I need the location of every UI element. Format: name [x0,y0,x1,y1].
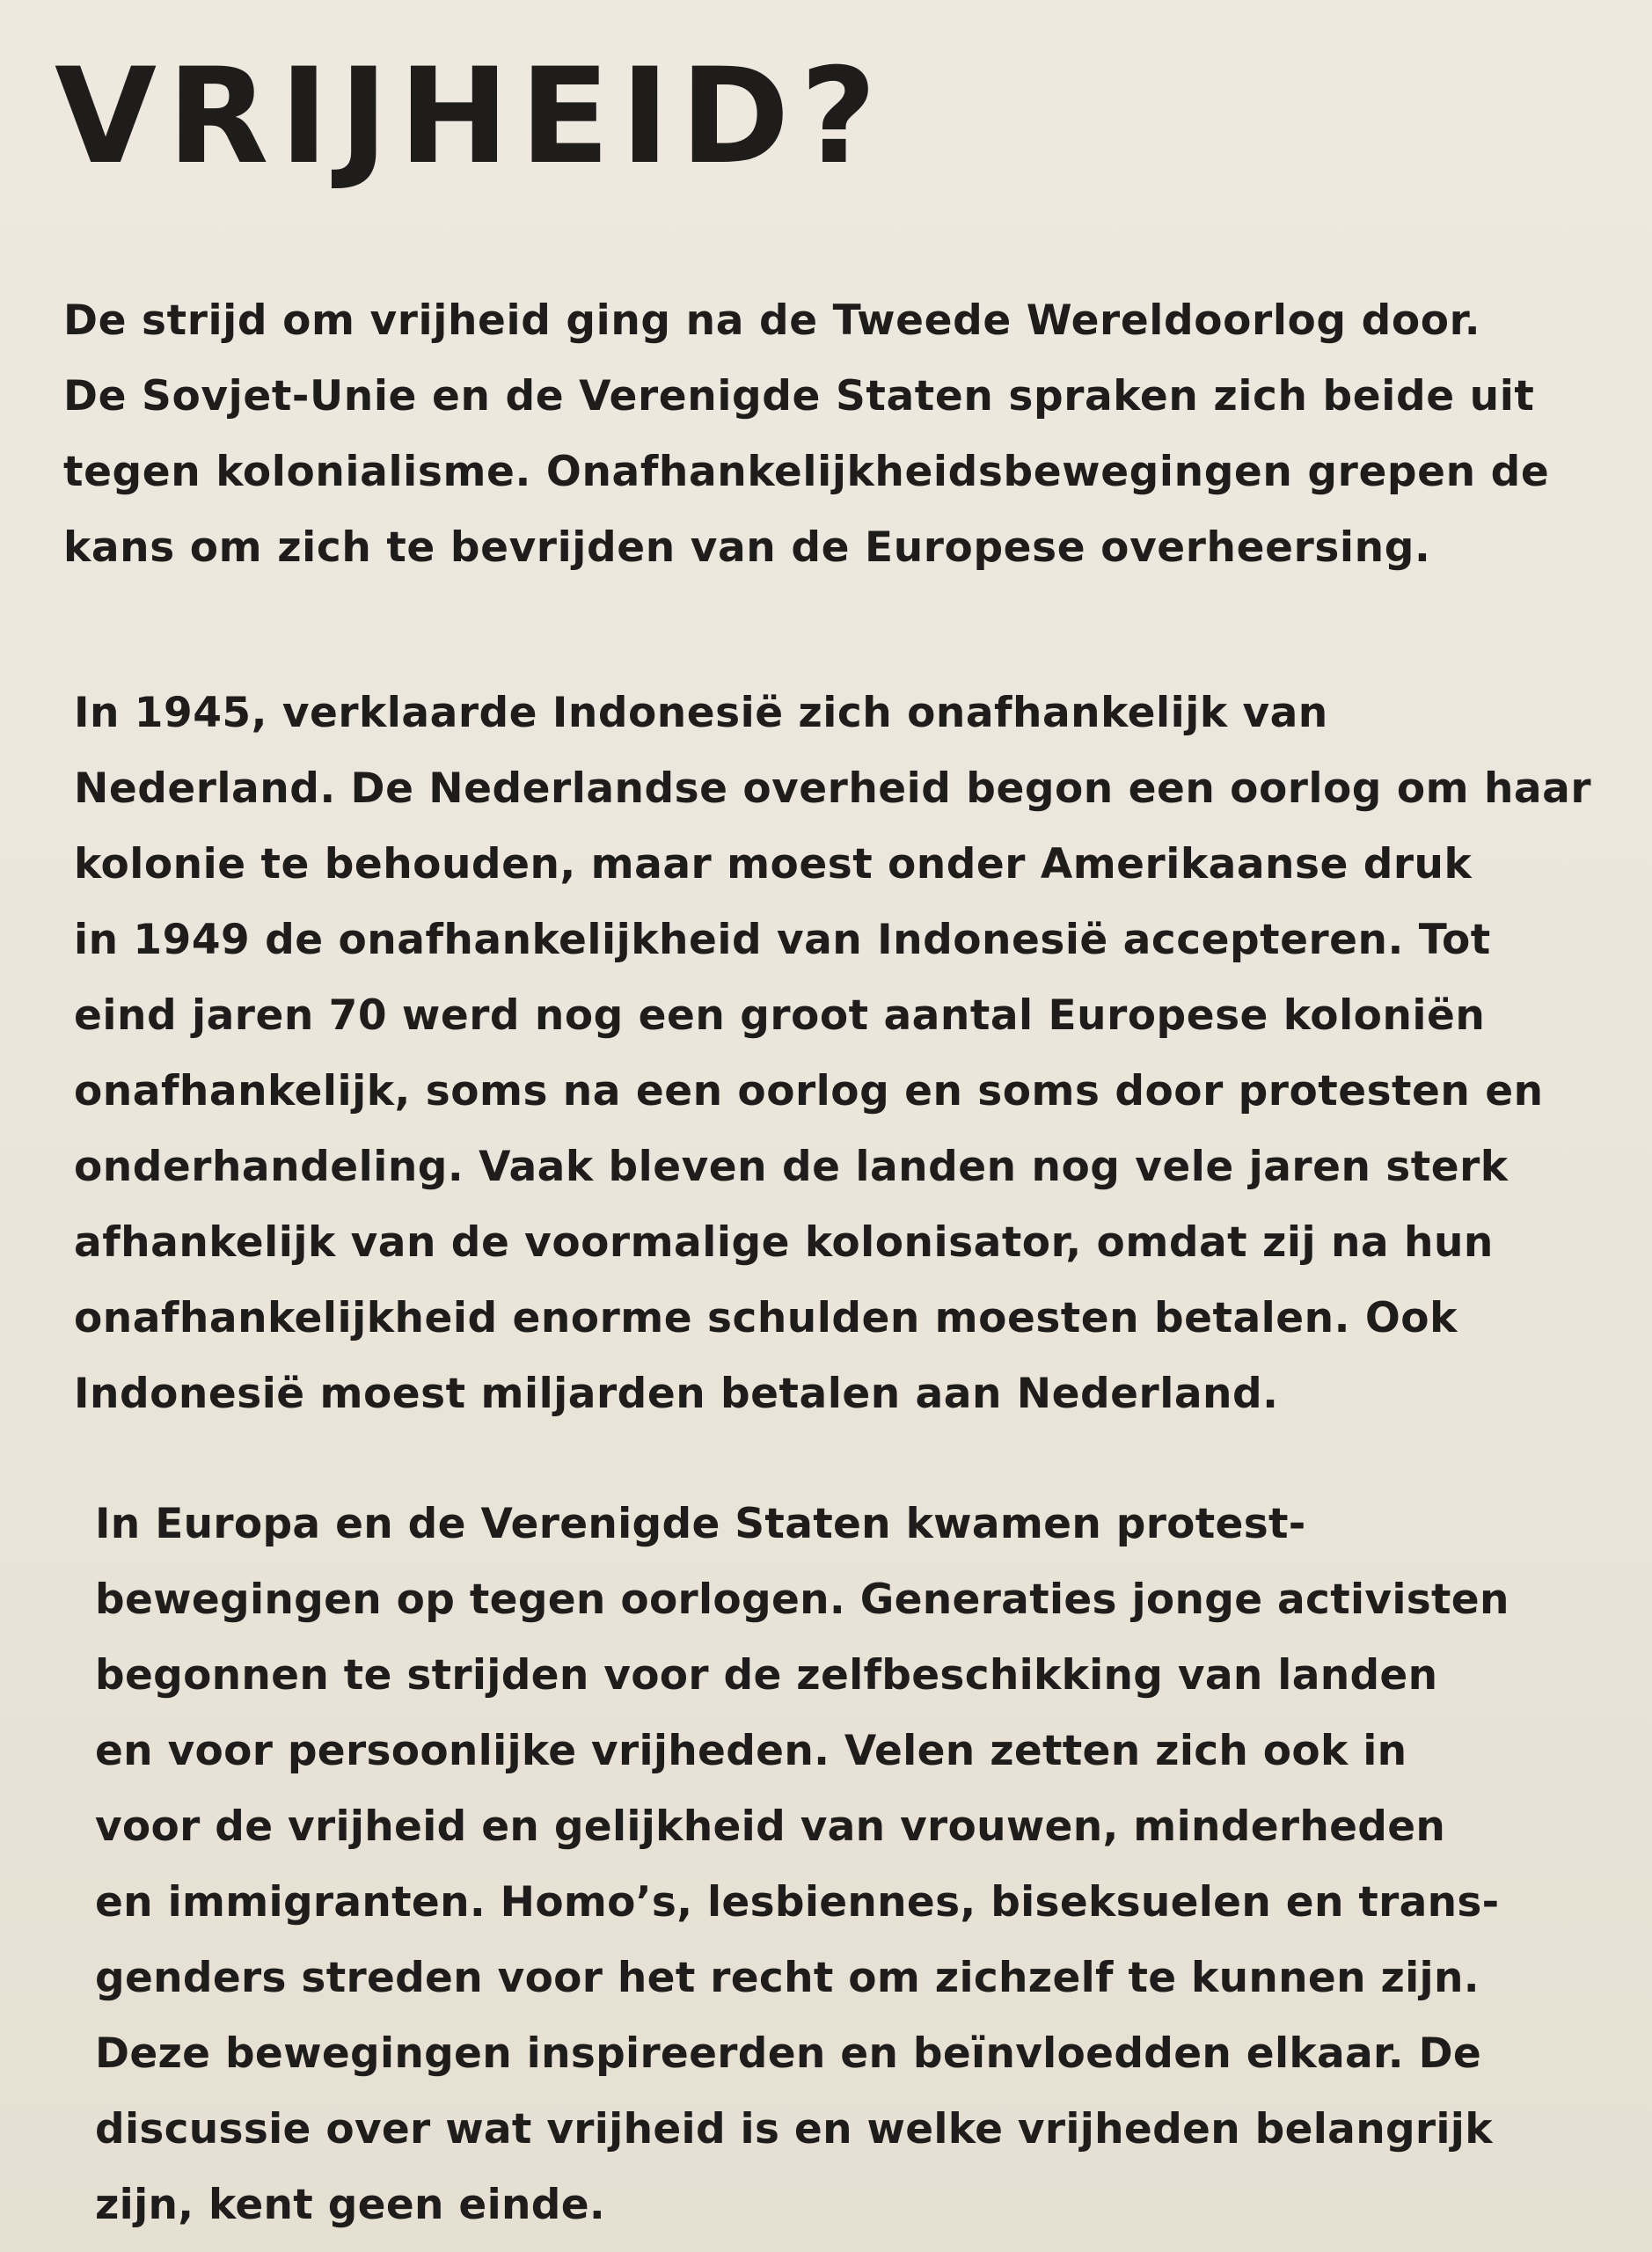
paragraph-line: afhankelijk van de voormalige kolonisator, omdat zij na hun [74,1218,1494,1267]
paragraph-line: tegen kolonialisme. Onafhankelijkheidsbewegingen grepen de [63,448,1550,496]
paragraph-line: en voor persoonlijke vrijheden. Velen zetten zich ook in [95,1727,1407,1775]
paragraph-line: Nederland. De Nederlandse overheid begon een oorlog om haar [74,764,1592,813]
paragraph-line: De strijd om vrijheid ging na de Tweede Wereldoorlog door. [63,296,1481,345]
paragraph-line: In 1945, verklaarde Indonesië zich onafhankelijk van [74,689,1328,737]
paragraph-line: bewegingen op tegen oorlogen. Generaties jonge activisten [95,1576,1509,1624]
paragraph-line: Deze bewegingen inspireerden en beïnvloedden elkaar. De [95,2029,1482,2078]
paragraph-line: In Europa en de Verenigde Staten kwamen protest- [95,1500,1306,1548]
paragraph-line: De Sovjet-Unie en de Verenigde Staten spraken zich beide uit [63,372,1535,420]
paragraph-line: kans om zich te bevrijden van de Europese overheersing. [63,523,1431,572]
paragraph-line: onderhandeling. Vaak bleven de landen nog vele jaren sterk [74,1143,1509,1191]
paragraph-line: begonnen te strijden voor de zelfbeschikking van landen [95,1651,1438,1700]
paragraph-3 [95,1487,1509,2243]
paragraph-line: en immigranten. Homo’s, lesbiennes, biseksuelen en trans- [95,1878,1500,1927]
paragraph-line: kolonie te behouden, maar moest onder Amerikaanse druk [74,840,1473,888]
paragraph-line: zijn, kent geen einde. [95,2181,606,2229]
paragraph-line: onafhankelijk, soms na een oorlog en soms door protesten en [74,1067,1544,1115]
paragraph-line: in 1949 de onafhankelijkheid van Indonesië accepteren. Tot [74,916,1491,964]
paragraph-line: genders streden voor het recht om zichzelf te kunnen zijn. [95,1954,1480,2002]
paragraph-line: onafhankelijkheid enorme schulden moesten betalen. Ook [74,1294,1458,1342]
paragraph-line: discussie over wat vrijheid is en welke vrijheden belangrijk [95,2105,1493,2153]
paragraph-1 [63,283,1549,586]
panel-title: VRIJHEID? [55,40,888,194]
paragraph-line: Indonesië moest miljarden betalen aan Nederland. [74,1370,1279,1418]
paragraph-line: voor de vrijheid en gelijkheid van vrouwen, minderheden [95,1802,1446,1851]
paragraph-line: eind jaren 70 werd nog een groot aantal Europese koloniën [74,991,1486,1040]
paragraph-2 [74,676,1591,1432]
